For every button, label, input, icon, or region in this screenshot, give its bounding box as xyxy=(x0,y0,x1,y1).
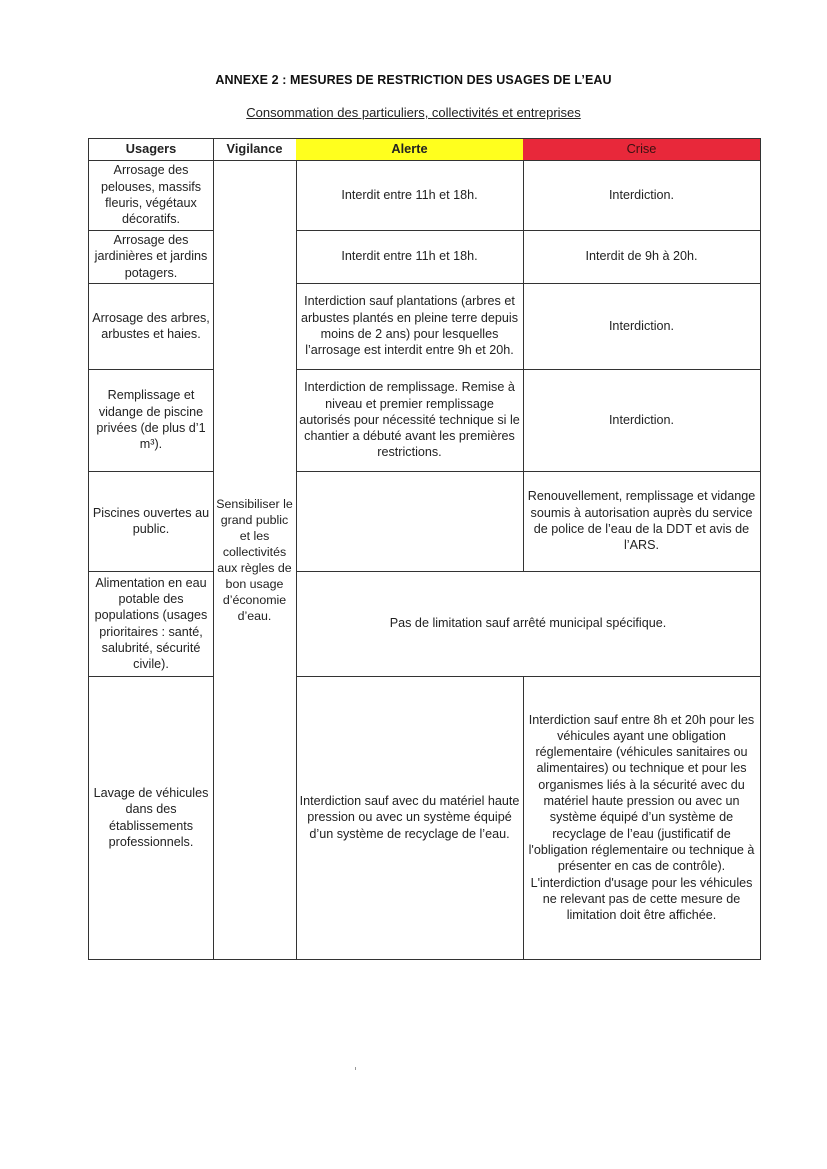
page-subtitle: Consommation des particuliers, collectivités et entreprises xyxy=(246,105,581,120)
row-7-crise: Interdiction sauf entre 8h et 20h pour les véhicules ayant une obligation réglementaire (véhicules sanitaires ou alimentaires) ou technique et pour les organismes liés à la sécurité avec du matériel haute pression ou avec un système équipé d’un système de recyclage de l’eau (justificatif de l'obligation réglementaire ou technique à présenter en cas de contrôle). L'interdiction d'usage pour les véhicules ne relevant pas de cette mesure de limitation doit être affichée. xyxy=(523,676,761,960)
row-3-crise: Interdiction. xyxy=(523,283,761,370)
header-usagers: Usagers xyxy=(88,138,214,161)
row-5-usager: Piscines ouvertes au public. xyxy=(88,471,214,572)
row-3-alerte: Interdiction sauf plantations (arbres et arbustes plantés en pleine terre depuis moins de 2 ans) pour lesquelles l’arrosage est interdit entre 9h et 20h. xyxy=(296,283,524,370)
header-vigilance: Vigilance xyxy=(213,138,297,161)
row-4-crise: Interdiction. xyxy=(523,369,761,472)
row-3-usager: Arrosage des arbres, arbustes et haies. xyxy=(88,283,214,370)
row-2-usager: Arrosage des jardinières et jardins potagers. xyxy=(88,230,214,284)
row-4-alerte: Interdiction de remplissage. Remise à niveau et premier remplissage autorisés pour nécessité technique si le chantier a débuté avant les premières restrictions. xyxy=(296,369,524,472)
row-4-usager: Remplissage et vidange de piscine privées (de plus d’1 m³). xyxy=(88,369,214,472)
row-2-alerte: Interdit entre 11h et 18h. xyxy=(296,230,524,284)
row-5-crise: Renouvellement, remplissage et vidange soumis à autorisation auprès du service de police de l’eau de la DDT et avis de l’ARS. xyxy=(523,471,761,572)
row-7-alerte: Interdiction sauf avec du matériel haute pression ou avec un système équipé d’un système de recyclage de l’eau. xyxy=(296,676,524,960)
row-6-merged: Pas de limitation sauf arrêté municipal spécifique. xyxy=(296,571,761,677)
row-7-usager: Lavage de véhicules dans des établissements professionnels. xyxy=(88,676,214,960)
header-crise: Crise xyxy=(523,138,761,161)
row-1-usager: Arrosage des pelouses, massifs fleuris, végétaux décoratifs. xyxy=(88,160,214,231)
row-5-alerte xyxy=(296,471,524,572)
row-6-usager: Alimentation en eau potable des populations (usages prioritaires : santé, salubrité, sécurité civile). xyxy=(88,571,214,677)
row-1-crise: Interdiction. xyxy=(523,160,761,231)
scan-speck xyxy=(355,1067,356,1070)
row-2-crise: Interdit de 9h à 20h. xyxy=(523,230,761,284)
header-alerte: Alerte xyxy=(296,138,524,161)
row-1-alerte: Interdit entre 11h et 18h. xyxy=(296,160,524,231)
page-title: ANNEXE 2 : MESURES DE RESTRICTION DES USAGES DE L’EAU xyxy=(215,73,612,87)
vigilance-cell: Sensibiliser le grand public et les collectivités aux règles de bon usage d’économie d’eau. xyxy=(213,160,297,960)
